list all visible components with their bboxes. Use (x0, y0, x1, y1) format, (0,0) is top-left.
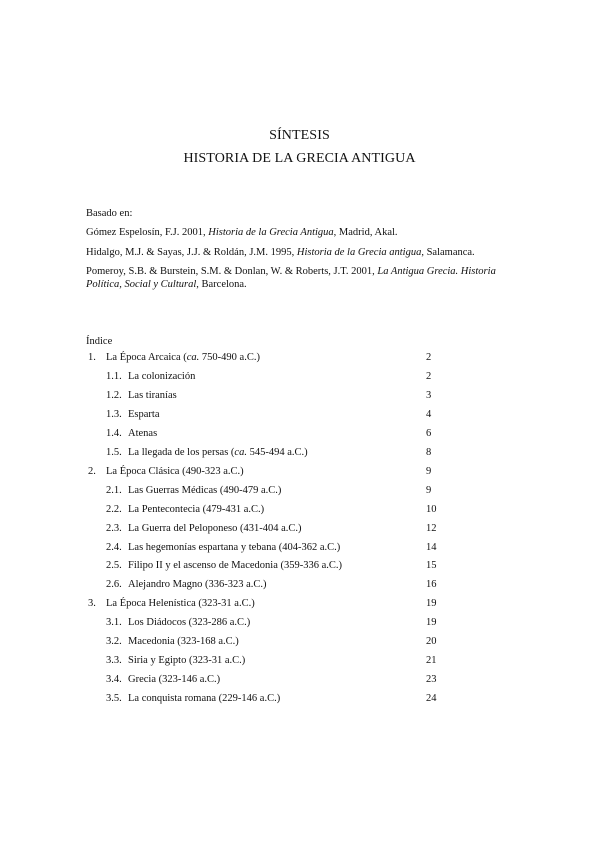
toc-number: 2.4. (106, 541, 122, 553)
toc-page-number: 3 (426, 389, 432, 401)
toc-number: 1. (88, 352, 96, 363)
reference-text: , Barcelona. (196, 279, 247, 290)
toc-title-italic: ca. (234, 446, 247, 458)
toc-page-number: 19 (426, 598, 437, 610)
reference-text: Pomeroy, S.B. & Burstein, S.M. & Donlan, W. & Roberts, J.T. 2001, (86, 266, 378, 277)
toc-title-text: La colonización (128, 370, 196, 382)
toc-page-number: 6 (426, 427, 432, 439)
toc-title (128, 485, 281, 496)
reference-title: Historia de la Grecia Antigua (208, 227, 334, 238)
toc-number: 3.4. (106, 674, 122, 686)
toc-page-number: 4 (426, 408, 432, 420)
toc-title-text: La llegada de los persas ( (128, 446, 235, 458)
reference-text: , Madrid, Akal. (333, 227, 398, 238)
toc-title-text: La Guerra del Peloponeso (431-404 a.C.) (128, 522, 302, 534)
toc-number: 2.5. (106, 560, 122, 572)
toc-page-number: 20 (426, 636, 437, 648)
toc-title-text: La conquista romana (229-146 a.C.) (128, 693, 281, 705)
toc-page-number: 24 (426, 693, 437, 705)
toc-page-number: 10 (426, 503, 437, 515)
toc-page-number: 14 (426, 541, 437, 553)
document-title: SÍNTESIS (269, 128, 330, 143)
toc-number: 2. (88, 465, 96, 477)
toc-title-text: 545-494 a.C.) (246, 446, 308, 458)
toc-title-text: Esparta (128, 408, 160, 420)
toc-title (128, 636, 239, 647)
references-heading: Basado en: (86, 208, 133, 219)
toc-title (128, 504, 264, 515)
toc-title-text: Las tiranías (128, 389, 177, 401)
toc-title (128, 542, 340, 553)
toc-number: 2.1. (106, 484, 122, 496)
toc-title-text: La Época Helenística (323-31 a.C.) (106, 598, 255, 610)
toc-number: 1.1. (106, 370, 122, 382)
toc-page-number: 19 (426, 617, 437, 629)
reference-text: Hidalgo, M.J. & Sayas, J.J. & Roldán, J.M. 1995, (86, 247, 297, 258)
toc-title (128, 617, 250, 628)
toc-page-number: 2 (426, 352, 432, 363)
toc-page-number: 21 (426, 655, 437, 667)
reference-item (86, 265, 526, 291)
toc-title-text: Los Diádocos (323-286 a.C.) (128, 617, 251, 629)
toc-title-text: La Época Clásica (490-323 a.C.) (106, 465, 244, 477)
reference-item (86, 246, 526, 259)
toc-title (106, 598, 255, 609)
toc-number: 3.5. (106, 693, 122, 705)
toc-page-number: 16 (426, 579, 437, 591)
reference-text: , Salamanca. (421, 247, 475, 258)
toc-title (128, 409, 160, 420)
toc-page-number: 15 (426, 560, 437, 572)
toc-title-text: Atenas (128, 427, 158, 439)
toc-number: 2.3. (106, 522, 122, 534)
toc-title (128, 371, 195, 382)
toc-title (128, 579, 267, 590)
toc-title (106, 466, 244, 477)
toc-page-number: 23 (426, 674, 437, 686)
toc-title (128, 674, 220, 685)
toc-title-text: La Pentecontecia (479-431 a.C.) (128, 503, 265, 515)
toc-title-text: Las Guerras Médicas (490-479 a.C.) (128, 484, 282, 496)
toc-title-text: Las hegemonías espartana y tebana (404-362 a.C.) (128, 541, 341, 553)
toc-page-number: 8 (426, 446, 432, 458)
toc-title (128, 523, 302, 534)
toc-number: 2.6. (106, 579, 122, 591)
toc-number: 1.3. (106, 408, 122, 420)
document-subtitle: HISTORIA DE LA GRECIA ANTIGUA (183, 151, 416, 166)
toc-number: 3. (88, 598, 96, 610)
reference-title: Historia de la Grecia antigua (296, 247, 422, 258)
toc-number: 3.3. (106, 655, 122, 667)
index-heading: Índice (86, 336, 113, 347)
reference-item (86, 226, 526, 239)
reference-text: Gómez Espelosín, F.J. 2001, (86, 227, 209, 238)
toc-title-text: Alejandro Magno (336-323 a.C.) (128, 579, 267, 591)
toc-number: 1.2. (106, 389, 122, 401)
toc-number: 2.2. (106, 503, 122, 515)
toc-title-text: Siria y Egipto (323-31 a.C.) (128, 655, 246, 667)
toc-page-number: 12 (426, 522, 437, 534)
toc-number: 3.2. (106, 636, 122, 648)
toc-title-text: Grecia (323-146 a.C.) (128, 674, 221, 686)
toc-page-number: 9 (426, 484, 432, 496)
toc-title (128, 560, 342, 571)
toc-title-text: 750-490 a.C.) (199, 352, 260, 363)
toc-title (128, 428, 157, 439)
toc-title (128, 447, 308, 458)
toc-title (128, 655, 245, 666)
toc-title-text: Filipo II y el ascenso de Macedonia (359-336 a.C.) (128, 560, 343, 572)
toc-title-text: La Época Arcaica ( (106, 352, 187, 363)
toc-title (106, 352, 260, 363)
toc-number: 3.1. (106, 617, 122, 629)
toc-title (128, 390, 177, 401)
toc-title (128, 693, 280, 704)
reference-title: La Antigua Grecia. Historia Política, Social y Cultural (86, 266, 496, 290)
toc-number: 1.4. (106, 427, 122, 439)
toc-title-italic: ca. (186, 352, 200, 363)
toc-page-number: 2 (426, 370, 432, 382)
toc-title-text: Macedonia (323-168 a.C.) (128, 636, 239, 648)
toc-number: 1.5. (106, 446, 122, 458)
toc-page-number: 9 (426, 465, 432, 477)
